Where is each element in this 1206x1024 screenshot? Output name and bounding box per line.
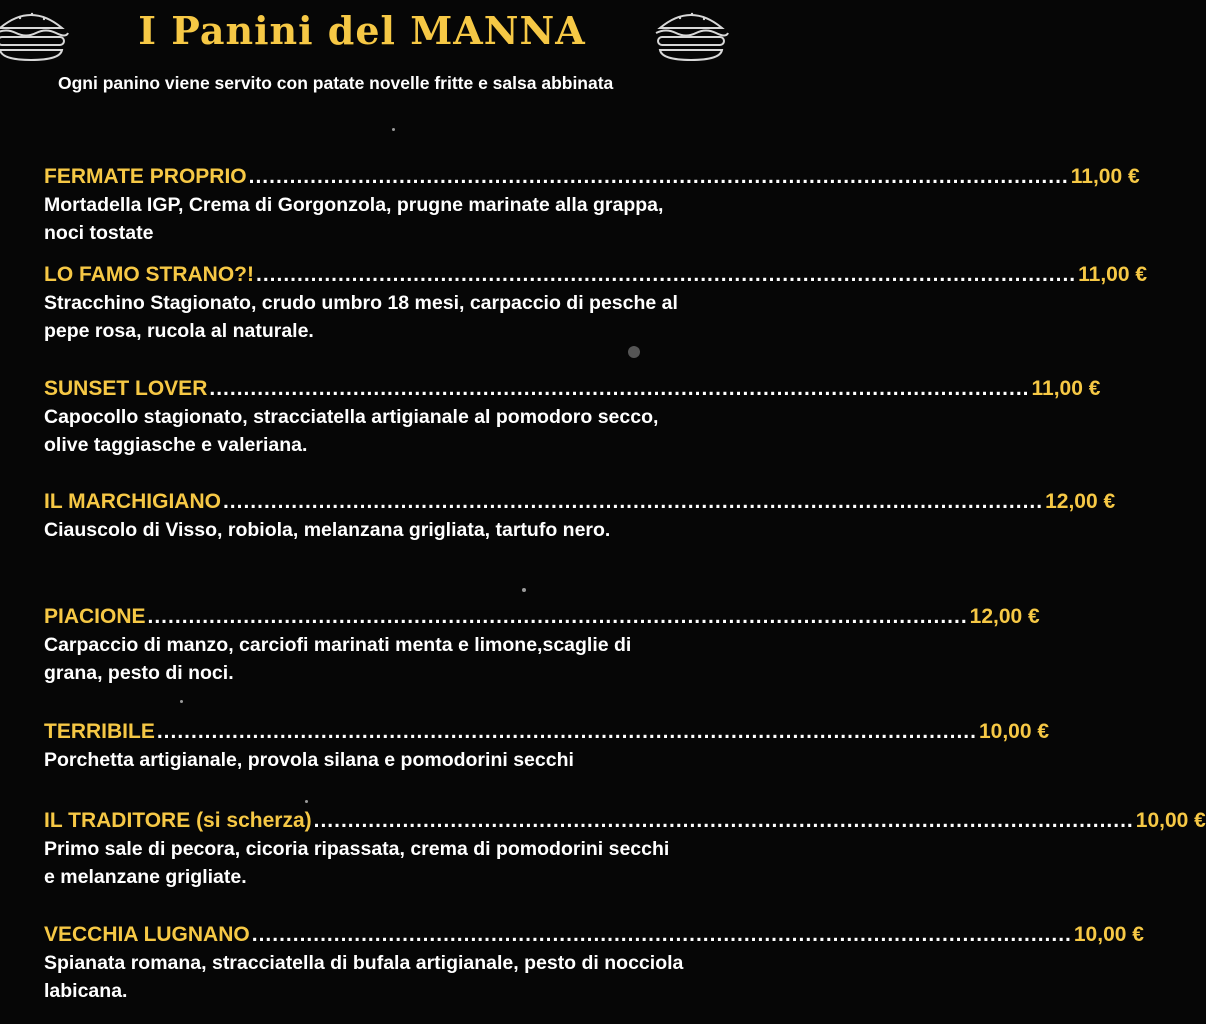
dot-leader: ........................................................................................................................ [209, 377, 1030, 400]
item-description: Spianata romana, stracciatella di bufala artigianale, pesto di nocciola labicana. [44, 952, 684, 1002]
item-name: IL MARCHIGIANO [44, 490, 221, 513]
page-title: I Panini del MANNA [138, 8, 586, 53]
dot-leader: ........................................................................................................................ [248, 165, 1069, 188]
item-price: 10,00 € [978, 720, 1050, 743]
menu-item [44, 603, 1040, 687]
item-description: Capocollo stagionato, stracciatella artigianale al pomodoro secco, olive taggiasche e valeriana. [44, 406, 659, 456]
item-name: TERRIBILE [44, 720, 155, 743]
background-speck [305, 800, 308, 803]
menu-item [44, 163, 1140, 247]
background-speck [180, 700, 183, 703]
item-description: Ciauscolo di Visso, robiola, melanzana grigliata, tartufo nero. [44, 519, 611, 541]
dot-leader: ........................................................................................................................ [222, 490, 1044, 513]
dot-leader: ........................................................................................................................ [255, 263, 1077, 286]
item-name: PIACIONE [44, 605, 146, 628]
background-speck [392, 128, 395, 131]
item-price: 10,00 € [1135, 809, 1206, 832]
item-price: 11,00 € [1031, 377, 1101, 400]
item-price: 12,00 € [969, 605, 1040, 628]
item-description: Mortadella IGP, Crema di Gorgonzola, prugne marinate alla grappa, noci tostate [44, 194, 664, 244]
menu-item [44, 718, 1050, 774]
menu-item [44, 261, 1148, 345]
item-description: Primo sale di pecora, cicoria ripassata, crema di pomodorini secchi e melanzane grigliate. [44, 838, 670, 888]
item-name: IL TRADITORE (si scherza) [44, 809, 312, 832]
item-price: 12,00 € [1045, 490, 1116, 513]
menu-item [44, 488, 1116, 544]
dot-leader: ........................................................................................................................ [156, 720, 977, 743]
item-name: VECCHIA LUGNANO [44, 923, 250, 946]
item-description: Stracchino Stagionato, crudo umbro 18 mesi, carpaccio di pesche al pepe rosa, rucola al naturale. [44, 292, 678, 342]
dot-leader: ........................................................................................................................ [147, 605, 968, 628]
item-price: 10,00 € [1073, 923, 1144, 946]
item-price: 11,00 € [1070, 165, 1140, 188]
background-speck [628, 346, 640, 358]
item-description: Carpaccio di manzo, carciofi marinati menta e limone,scaglie di grana, pesto di noci. [44, 634, 632, 684]
item-name: SUNSET LOVER [44, 377, 208, 400]
item-name: LO FAMO STRANO?! [44, 263, 254, 286]
dot-leader: ........................................................................................................................ [313, 809, 1134, 832]
item-name: FERMATE PROPRIO [44, 165, 247, 188]
menu-item [44, 807, 1206, 891]
menu-item [44, 375, 1101, 459]
item-price: 11,00 € [1078, 263, 1148, 286]
background-speck [522, 588, 526, 592]
menu-item [44, 921, 1144, 1005]
page-subtitle: Ogni panino viene servito con patate novelle fritte e salsa abbinata [58, 73, 614, 93]
item-description: Porchetta artigianale, provola silana e pomodorini secchi [44, 749, 574, 771]
dot-leader: ........................................................................................................................ [251, 923, 1072, 946]
